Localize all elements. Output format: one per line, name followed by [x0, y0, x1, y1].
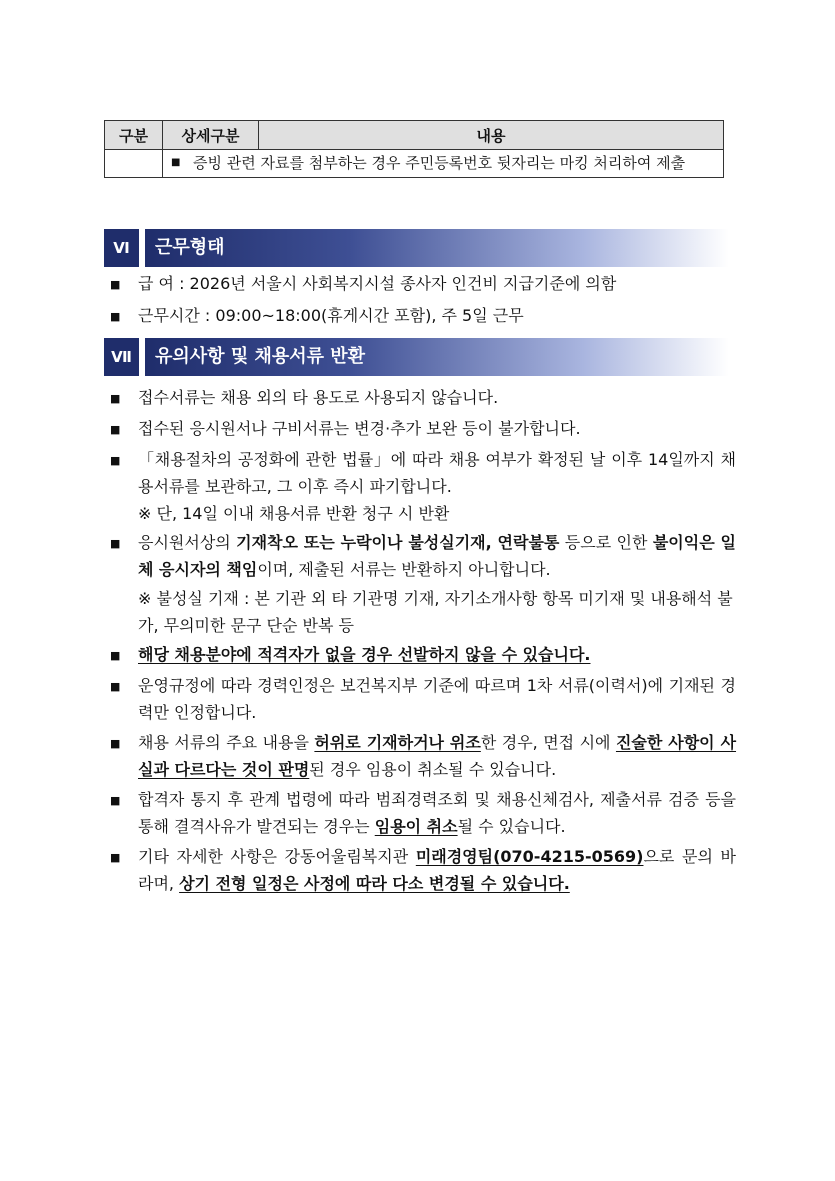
list-item: ■ 기타 자세한 사항은 강동어울림복지관 미래경영팀(070-4215-0569)으로 문의 바라며, 상기 전형 일정은 사정에 따라 다소 변경될 수 있습니다.	[110, 843, 736, 897]
section-number: Ⅶ	[104, 338, 139, 376]
emphasis-text: 진술한 사항이 사실과 다르다는 것이 판명	[138, 733, 737, 779]
list-item	[110, 641, 736, 669]
note-text: ※ 단, 14일 이내 채용서류 반환 청구 시 반환	[138, 504, 450, 523]
emphasis-text: 불이익은 일체 응시자의 책임	[138, 533, 736, 579]
list-item: ■ 근무시간 : 09:00~18:00(휴게시간 포함), 주 5일 근무	[110, 302, 736, 330]
bullet-icon: ■	[171, 157, 181, 168]
section-header-notes	[104, 338, 729, 376]
section-title: 근무형태	[145, 229, 729, 267]
work-type-list	[110, 270, 736, 333]
list-item: ■ 채용 서류의 주요 내용을 허위로 기재하거나 위조한 경우, 면접 시에 진술한 사항이 사실과 다르다는 것이 판명된 경우 임용이 취소될 수 있습니다.	[110, 729, 736, 783]
bullet-icon: ■	[110, 794, 121, 807]
table-header-row	[105, 121, 724, 150]
header-content: 내용	[259, 121, 724, 150]
section-number: Ⅵ	[104, 229, 139, 267]
list-item: ■ 「채용절차의 공정화에 관한 법률」에 따라 채용 여부가 확정된 날 이후 14일까지 채용서류를 보관하고, 그 이후 즉시 파기합니다.	[110, 446, 736, 500]
header-subcategory: 상세구분	[163, 121, 259, 150]
cell-category	[105, 150, 163, 178]
cell-content	[163, 150, 724, 178]
list-item: ■ 응시원서상의 기재착오 또는 누락이나 불성실기재, 연락불통 등으로 인한 불이익은 일체 응시자의 책임이며, 제출된 서류는 반환하지 아니합니다.	[110, 529, 736, 583]
list-item: ■ 접수된 응시원서나 구비서류는 변경·추가 보완 등이 불가합니다.	[110, 415, 736, 443]
emphasis-text: 상기 전형 일정은 사정에 따라 다소 변경될 수 있습니다.	[179, 874, 570, 893]
bullet-icon: ■	[110, 423, 121, 436]
bullet-icon: ■	[110, 537, 121, 550]
header-category: 구분	[105, 121, 163, 150]
section-header-work-type	[104, 229, 729, 267]
contact-text: 미래경영팀(070-4215-0569)	[415, 847, 644, 866]
note-text: ※ 불성실 기재 : 본 기관 외 타 기관명 기재, 자기소개사항 항목 미기재 및 내용해석 불가, 무의미한 문구 단순 반복 등	[138, 589, 733, 635]
list-item: ■ 합격자 통지 후 관계 법령에 따라 범죄경력조회 및 채용신체검사, 제출서류 검증 등을 통해 결격사유가 발견되는 경우는 임용이 취소될 수 있습니다.	[110, 786, 736, 840]
notes-list	[110, 384, 736, 900]
bullet-icon: ■	[110, 680, 121, 693]
info-table	[104, 120, 724, 178]
emphasis-text: 해당 채용분야에 적격자가 없을 경우 선발하지 않을 수 있습니다.	[138, 645, 591, 664]
bullet-icon: ■	[110, 737, 121, 750]
bullet-icon: ■	[110, 278, 121, 291]
table-row	[105, 150, 724, 178]
emphasis-text: 기재착오 또는 누락이나 불성실기재, 연락불통	[236, 533, 560, 552]
bullet-icon: ■	[110, 454, 121, 467]
list-item: ■ 접수서류는 채용 외의 타 용도로 사용되지 않습니다.	[110, 384, 736, 412]
emphasis-text: 임용이 취소	[374, 817, 458, 836]
section-title: 유의사항 및 채용서류 반환	[145, 338, 729, 376]
list-item: ■ 운영규정에 따라 경력인정은 보건복지부 기준에 따르며 1차 서류(이력서)에 기재된 경력만 인정합니다.	[110, 672, 736, 726]
bullet-icon: ■	[110, 649, 121, 662]
table-row-text: 증빙 관련 자료를 첨부하는 경우 주민등록번호 뒷자리는 마킹 처리하여 제출	[193, 154, 686, 172]
emphasis-text: 허위로 기재하거나 위조	[314, 733, 481, 752]
list-item: ■ 급 여 : 2026년 서울시 사회복지시설 종사자 인건비 지급기준에 의함	[110, 270, 736, 298]
bullet-icon: ■	[110, 392, 121, 405]
bullet-icon: ■	[110, 310, 121, 323]
bullet-icon: ■	[110, 851, 121, 864]
